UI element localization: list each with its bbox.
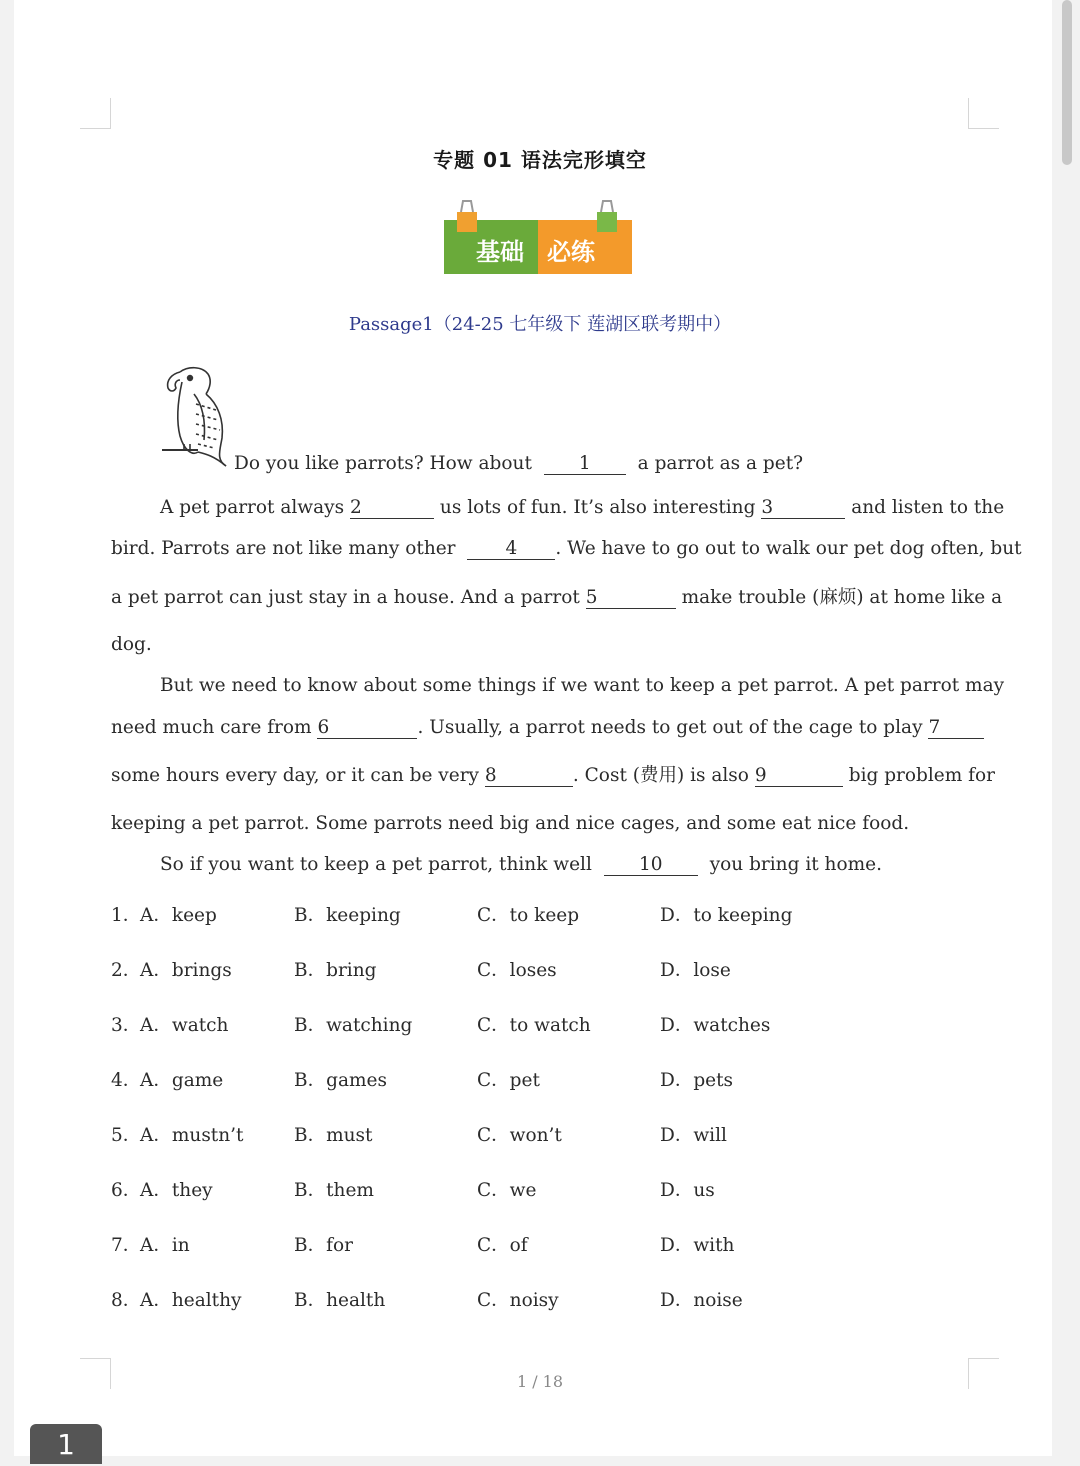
text-segment: Do you like parrots? How about bbox=[234, 453, 532, 474]
badge-label-right: 必练 bbox=[547, 238, 595, 266]
text-segment: . We have to go out to walk our pet dog often, but bbox=[555, 538, 1022, 559]
parrot-illustration-icon bbox=[158, 364, 232, 468]
option-a: A．watch bbox=[140, 1015, 229, 1036]
option-a: A．mustn’t bbox=[140, 1125, 244, 1146]
question-number: 6． bbox=[111, 1180, 142, 1201]
option-c: C．loses bbox=[477, 960, 557, 981]
option-b: B．health bbox=[294, 1290, 386, 1311]
question-number: 3． bbox=[111, 1015, 142, 1036]
text-segment: a pet parrot can just stay in a house. And a parrot bbox=[111, 587, 580, 608]
option-c: C．pet bbox=[477, 1070, 540, 1091]
option-d: D．us bbox=[660, 1180, 715, 1201]
option-b: B．must bbox=[294, 1125, 373, 1146]
blank-1: 1 bbox=[544, 454, 626, 475]
page-corner-mark bbox=[968, 98, 999, 129]
scrollbar-thumb[interactable] bbox=[1062, 0, 1072, 165]
text-segment: So if you want to keep a pet parrot, think well bbox=[160, 854, 592, 875]
question-number: 2． bbox=[111, 960, 142, 981]
text-segment: bird. Parrots are not like many other bbox=[111, 538, 456, 559]
option-d: D．noise bbox=[660, 1290, 743, 1311]
passage-title: Passage1（24-25 七年级下 莲湖区联考期中） bbox=[348, 314, 732, 335]
option-a: A．keep bbox=[140, 905, 217, 926]
option-a: A．brings bbox=[140, 960, 232, 981]
option-a: A．they bbox=[140, 1180, 213, 1201]
blank-10: 10 bbox=[604, 855, 698, 876]
option-b: B．watching bbox=[294, 1015, 413, 1036]
option-d: D．pets bbox=[660, 1070, 734, 1091]
option-a: A．in bbox=[140, 1235, 190, 1256]
page-indicator: 1 / 18 bbox=[516, 1372, 564, 1391]
passage-line-10 bbox=[160, 853, 882, 877]
option-a: A．healthy bbox=[140, 1290, 242, 1311]
option-b: B．games bbox=[294, 1070, 387, 1091]
option-c: C．to keep bbox=[477, 905, 580, 926]
blank-7: 7 bbox=[928, 718, 984, 739]
option-b: B．keeping bbox=[294, 905, 401, 926]
badge-label-left: 基础 bbox=[476, 238, 524, 266]
option-b: B．bring bbox=[294, 960, 377, 981]
text-segment: you bring it home. bbox=[709, 854, 882, 875]
text-segment: . Cost (费用) is also bbox=[572, 765, 749, 786]
passage-line-2 bbox=[160, 496, 1005, 520]
text-segment: need much care from bbox=[111, 717, 312, 738]
text-segment: a parrot as a pet? bbox=[637, 453, 804, 474]
text-segment: A pet parrot always bbox=[160, 497, 345, 518]
blank-6: 6 bbox=[317, 718, 417, 739]
scrollbar-track[interactable] bbox=[1052, 0, 1080, 1456]
blank-4: 4 bbox=[467, 539, 555, 560]
option-b: B．for bbox=[294, 1235, 353, 1256]
passage-line-3 bbox=[111, 537, 1022, 561]
question-number: 7． bbox=[111, 1235, 142, 1256]
option-c: C．to watch bbox=[477, 1015, 591, 1036]
option-a: A．game bbox=[140, 1070, 224, 1091]
option-b: B．them bbox=[294, 1180, 374, 1201]
option-c: C．of bbox=[477, 1235, 528, 1256]
text-segment: and listen to the bbox=[851, 497, 1005, 518]
page-corner-mark bbox=[80, 98, 111, 129]
section-badge bbox=[444, 198, 632, 276]
binder-clip-icon bbox=[454, 198, 480, 232]
passage-line-6: But we need to know about some things if we want to keep a pet parrot. A pet parrot may bbox=[160, 675, 1005, 696]
blank-8: 8 bbox=[485, 766, 573, 787]
passage-line-5: dog. bbox=[111, 634, 152, 655]
option-d: D．lose bbox=[660, 960, 731, 981]
passage-line-1 bbox=[234, 452, 803, 476]
option-d: D．watches bbox=[660, 1015, 771, 1036]
question-number: 4． bbox=[111, 1070, 142, 1091]
text-segment: big problem for bbox=[848, 765, 995, 786]
blank-2: 2 bbox=[350, 498, 434, 519]
option-c: C．noisy bbox=[477, 1290, 559, 1311]
page-title: 专题 01 语法完形填空 bbox=[433, 148, 647, 172]
text-segment: some hours every day, or it can be very bbox=[111, 765, 479, 786]
question-number: 5． bbox=[111, 1125, 142, 1146]
passage-line-7 bbox=[111, 716, 968, 740]
passage-line-4 bbox=[111, 586, 1003, 610]
text-segment: . Usually, a parrot needs to get out of the cage to play bbox=[417, 717, 923, 738]
blank-5: 5 bbox=[586, 588, 676, 609]
blank-3: 3 bbox=[761, 498, 845, 519]
passage-line-9: keeping a pet parrot. Some parrots need big and nice cages, and some eat nice food. bbox=[111, 813, 910, 834]
question-number: 1． bbox=[111, 905, 142, 926]
option-d: D．with bbox=[660, 1235, 735, 1256]
text-segment: make trouble (麻烦) at home like a bbox=[681, 587, 1003, 608]
option-c: C．we bbox=[477, 1180, 537, 1201]
question-number: 8． bbox=[111, 1290, 142, 1311]
text-segment: us lots of fun. It’s also interesting bbox=[439, 497, 756, 518]
option-d: D．will bbox=[660, 1125, 727, 1146]
option-d: D．to keeping bbox=[660, 905, 793, 926]
option-c: C．won’t bbox=[477, 1125, 562, 1146]
blank-9: 9 bbox=[755, 766, 843, 787]
binder-clip-icon bbox=[594, 198, 620, 232]
passage-line-8 bbox=[111, 764, 995, 788]
current-page-badge[interactable]: 1 bbox=[30, 1424, 102, 1464]
